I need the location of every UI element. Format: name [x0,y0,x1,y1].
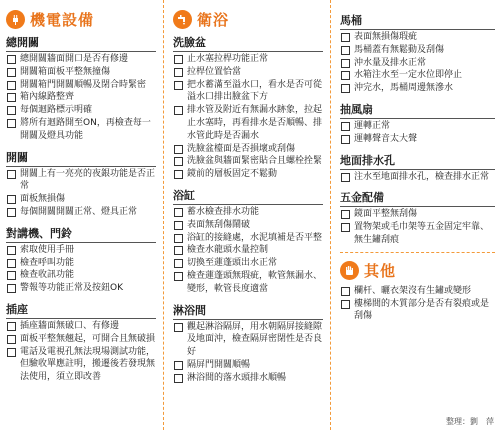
checklist-item-text: 鏡前的層板固定不鬆動 [187,169,278,180]
checklist-item-text: 每個迴路標示明確 [20,105,93,116]
checklist-item-text: 洗臉盆檯面是否損壞或刮傷 [187,143,296,154]
checklist-item-text: 馬桶蓋有無鬆動及刮傷 [354,44,445,55]
checkbox[interactable] [174,68,183,77]
checklist-item [6,91,156,104]
checklist-item-text: 洗臉盆與牆面緊密貼合且螺栓拴緊 [187,156,323,167]
category-header [173,9,323,30]
checkbox[interactable] [341,46,350,55]
checklist-item-text: 浴缸的接縫處，水泥填補是否平整 [187,232,323,243]
column-2 [163,0,329,430]
checklist-item-text: 面板無損傷 [20,194,66,205]
checklist-item-text: 插座牆面無破口、有修邊 [20,320,120,331]
checkbox[interactable] [7,208,16,217]
checklist-item [173,66,323,79]
faucet-icon [173,10,192,29]
checkbox[interactable] [7,93,16,102]
group-heading: 五金配備 [340,189,495,207]
checklist-item [340,31,495,44]
checkbox[interactable] [174,272,183,281]
checklist-item [6,244,156,257]
checklist-item-text: 觀起淋浴隔屏，用水朝隔屏接縫隙及地面沖，檢查隔屏密閉性是否良好 [187,321,323,358]
checklist-item [173,53,323,66]
checklist-item [173,219,323,232]
category-title: 機電設備 [30,11,95,29]
checklist-item-text: 開關箱面板平整無撞傷 [20,66,111,77]
checkbox[interactable] [174,259,183,268]
checkbox[interactable] [7,81,16,90]
checkbox[interactable] [7,195,16,204]
checklist-item-text: 每個開關開關正常、燈具正常 [20,206,138,217]
checklist-item [6,104,156,117]
category-body [340,12,495,247]
checklist-item-text: 鏡面平整無刮傷 [354,209,418,220]
checklist-item [6,168,156,194]
checkbox[interactable] [7,271,16,280]
checkbox[interactable] [341,300,350,309]
checklist-item-text: 檢查收訊功能 [20,270,75,281]
checklist-item-text: 檢查蓮蓬頭無瑕疵，軟管無漏水、變形，軟管長度適當 [187,270,323,294]
checkbox[interactable] [174,157,183,166]
checklist-item-text: 箱內線路整齊 [20,92,75,103]
column-3 [330,0,500,430]
checkbox[interactable] [7,55,16,64]
checkbox[interactable] [7,284,16,293]
checkbox[interactable] [341,71,350,80]
checkbox[interactable] [7,335,16,344]
checklist-item-text: 沖完水，馬桶周邊無滲水 [354,83,454,94]
group-heading: 地面排水孔 [340,152,495,170]
checklist-item-text: 表面無刮傷鬧破 [187,219,251,230]
checklist-item-text: 欄杆、曬衣架沒有生鏽或變形 [354,285,472,296]
checkbox[interactable] [341,59,350,68]
checklist-item [173,168,323,181]
checklist-item [340,44,495,57]
checklist-item [173,206,323,219]
checklist-item-text: 隔屏門開關順暢 [187,359,251,370]
category-title: 衛浴 [197,11,230,29]
group-heading: 抽風扇 [340,101,495,119]
checkbox[interactable] [174,81,183,90]
checkbox[interactable] [174,374,183,383]
checklist-item [340,171,495,184]
group-heading: 浴缸 [173,187,323,205]
checklist-item-text: 檢查呼叫功能 [20,257,75,268]
checkbox[interactable] [174,106,183,115]
checklist-item-text: 運轉正常 [354,120,391,131]
checkbox[interactable] [174,221,183,230]
group-heading: 開關 [6,149,156,167]
group-heading: 淋浴間 [173,302,323,320]
checklist-item-text: 把水蓄滿至溢水口，看水是否可從溢水口排出臉盆下方 [187,79,323,103]
checklist-item-text: 拉桿位置恰當 [187,66,242,77]
checkbox[interactable] [174,361,183,370]
checklist-item [6,282,156,295]
checkbox[interactable] [341,122,350,131]
checkbox[interactable] [174,170,183,179]
checklist-item [6,269,156,282]
checklist-item [6,117,156,143]
checklist-item-text: 止水塞拉桿功能正常 [187,54,269,64]
hand-icon [340,261,359,280]
checklist-item-text: 置物架或毛巾架等五金固定牢靠、無生鏽刮痕 [354,222,490,245]
group-heading: 馬桶 [340,12,495,30]
checklist-item [6,79,156,92]
group-heading: 洗臉盆 [173,34,323,52]
checklist-item [173,321,323,359]
checklist-item-text: 面板平整無翹起，可開合且無破損 [20,333,156,344]
checklist-item [173,104,323,142]
checklist-item [340,133,495,146]
checkbox[interactable] [174,145,183,154]
checklist-item-text: 注水至地面排水孔，檢查排水正常 [354,171,490,182]
checkbox[interactable] [341,287,350,296]
checkbox[interactable] [174,234,183,243]
category-body [340,285,495,323]
checklist-item-text: 將所有迴路開至ON，再檢查每一開關及燈具功能 [20,117,151,141]
checklist-item-text: 運轉聲音太大聲 [354,133,418,144]
category-body [6,34,156,384]
checkbox[interactable] [174,55,183,64]
checkbox[interactable] [7,106,16,115]
checkbox[interactable] [341,223,350,232]
checkbox[interactable] [341,135,350,144]
category-header [340,260,495,281]
checkbox[interactable] [7,259,16,268]
checklist-item [173,372,323,385]
checkbox[interactable] [174,246,183,255]
checkbox[interactable] [341,210,350,219]
checklist-item [6,257,156,270]
group-heading: 插座 [6,301,156,319]
checkbox[interactable] [174,208,183,217]
checklist-item [6,53,156,66]
checkbox[interactable] [341,84,350,93]
checklist-item-text: 水箱注水至一定水位即停止 [354,70,463,81]
checklist-item-text: 電話及電視孔無法現場測試功能，但驗收單應註明，搬遷後若發現無法使用，須立即改善 [20,346,156,383]
group-heading: 對講機、門鈴 [6,225,156,243]
checklist-item [173,79,323,105]
checklist-item-text: 索取使用手冊 [20,244,75,255]
checklist-item-text: 表面無損傷瑕疵 [354,32,418,42]
checklist-item [6,206,156,219]
category-header [6,9,156,30]
checkbox[interactable] [7,119,16,128]
checkbox[interactable] [7,170,16,179]
checklist-item-text: 警報等功能正常及按鈕OK [20,283,123,294]
checklist-item [173,155,323,168]
checklist-item [173,244,323,257]
checklist-item [340,82,495,95]
checkbox[interactable] [341,33,350,42]
checklist-item-text: 開關箱門開關順暢及閉合時緊密 [20,79,147,90]
credit-text: 整理：劉 萍 [446,417,494,426]
group-heading: 總開關 [6,34,156,52]
checklist-item-text: 沖水量及排水正常 [354,57,427,68]
checklist-item [173,359,323,372]
checklist-item [340,285,495,298]
plug-icon [6,10,25,29]
category-body [173,34,323,385]
checklist-item [340,208,495,221]
checklist-item-text: 樓梯間的木質部分是否有裂痕或是刮傷 [354,298,490,322]
checklist-item [173,257,323,270]
checklist-item [340,57,495,70]
checklist-item-text: 淋浴間的落水頭排水順暢 [187,372,287,383]
checkbox[interactable] [7,348,16,357]
checklist-item [6,333,156,346]
other-section [340,252,495,323]
checkbox[interactable] [174,323,183,332]
checklist-item [340,221,495,247]
checklist-item [6,346,156,384]
checklist-item-text: 蓄水檢查排水功能 [187,206,260,217]
checklist-item-text: 總開關牆面開口是否有修邊 [20,54,129,64]
checklist-item-text: 開關上有一亮亮的夜銀功能是否正常 [20,168,156,192]
category-title: 其他 [364,261,397,280]
checklist-item-text: 檢查水龍頭水量控制 [187,245,269,256]
checkbox[interactable] [341,173,350,182]
checklist-item-text: 切換至蓮蓬頭出水正常 [187,258,278,269]
checklist-item [173,270,323,296]
checklist-item [6,66,156,79]
checklist-item [6,193,156,206]
checklist-item [340,298,495,324]
checklist-item [6,320,156,333]
column-1 [0,0,162,430]
checklist-item [173,232,323,245]
checklist-item [340,69,495,82]
checklist-item [173,143,323,156]
checkbox[interactable] [7,68,16,77]
checkbox[interactable] [7,322,16,331]
checklist-item-text: 排水管及附近有無漏水跡象，拉起止水塞時，再看排水是否順暢、排水管此時是否漏水 [187,105,323,141]
checkbox[interactable] [7,246,16,255]
checklist-item [340,120,495,133]
